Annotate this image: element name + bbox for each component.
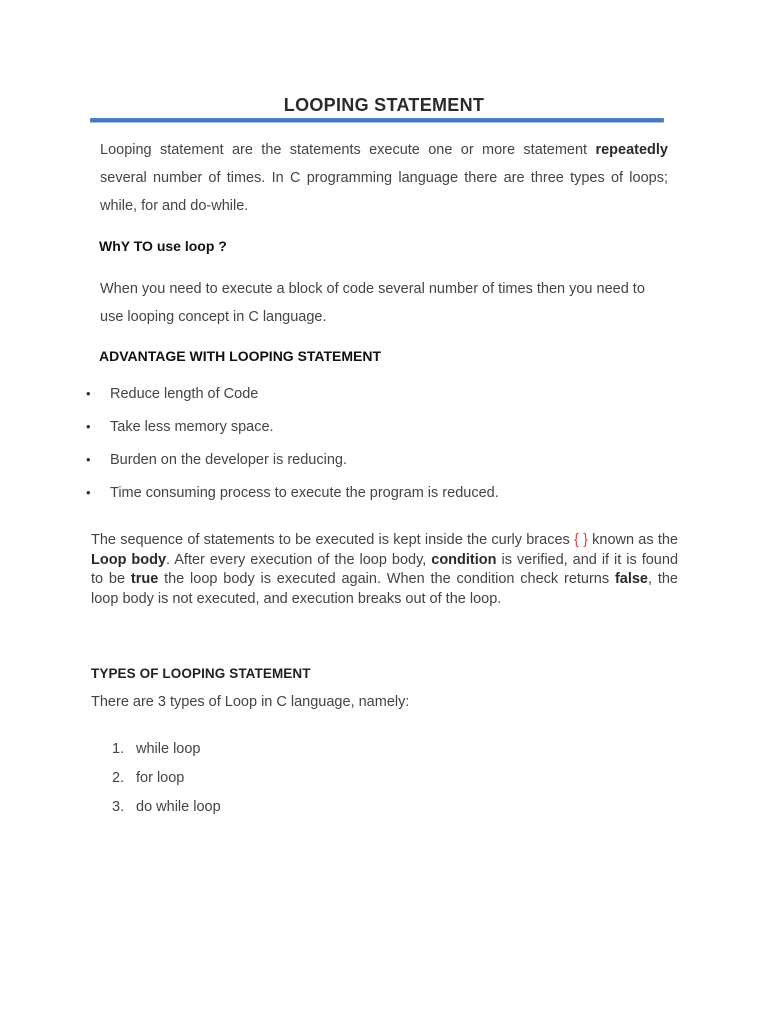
bullet-icon: •: [86, 419, 91, 434]
advantage-heading: ADVANTAGE WITH LOOPING STATEMENT: [99, 348, 382, 364]
list-number: 3.: [112, 799, 125, 815]
true-term: true: [130, 571, 159, 587]
list-item-label: while loop: [136, 741, 201, 757]
list-item: [112, 741, 221, 770]
advantage-list: [84, 384, 499, 516]
brace-open: {: [574, 532, 579, 548]
body-text: , the loop body is not executed, and execution breaks out of the loop.: [91, 571, 678, 607]
list-item-label: Burden on the developer is reducing.: [110, 452, 347, 468]
body-text: is verified, and if it is found to be: [91, 551, 679, 587]
list-item: [112, 799, 221, 828]
list-item: [112, 770, 221, 799]
false-term: false: [614, 571, 648, 587]
body-text: the loop body is executed again. When the condition check returns: [158, 571, 615, 587]
loop-body-paragraph: [91, 531, 678, 609]
types-intro: There are 3 types of Loop in C language, namely:: [91, 694, 410, 710]
list-item: [84, 483, 499, 516]
body-text: The sequence of statements to be executed is kept inside the curly braces: [91, 532, 574, 548]
bullet-icon: •: [86, 386, 91, 401]
loop-body-term: Loop body: [91, 551, 167, 568]
types-heading: TYPES OF LOOPING STATEMENT: [91, 666, 311, 681]
list-item-label: do while loop: [136, 799, 221, 815]
list-item: [84, 384, 499, 417]
intro-bold-word: repeatedly: [595, 142, 668, 158]
page-title: LOOPING STATEMENT: [283, 95, 485, 115]
condition-term: condition: [431, 551, 497, 568]
body-text: . After every execution of the loop body,: [166, 551, 432, 568]
brace-close: }: [583, 532, 588, 548]
why-heading: WhY TO use loop ?: [99, 238, 227, 254]
list-item-label: for loop: [136, 770, 185, 786]
list-number: 1.: [112, 741, 125, 757]
title-underline: [90, 118, 664, 122]
body-text: known as the: [587, 532, 678, 548]
intro-paragraph: [100, 136, 668, 220]
bullet-icon: •: [86, 452, 91, 467]
list-item: [84, 450, 499, 483]
intro-text-1: Looping statement are the statements execute one or more statement: [100, 142, 596, 158]
bullet-icon: •: [86, 485, 91, 500]
list-number: 2.: [112, 770, 125, 786]
list-item-label: Reduce length of Code: [110, 386, 259, 402]
list-item-label: Take less memory space.: [110, 419, 274, 435]
intro-text-2: several number of times. In C programming language there are three types of loops; while, for and do-while.: [100, 170, 668, 214]
why-paragraph: When you need to execute a block of code several number of times then you need to use looping concept in C language.: [100, 281, 645, 325]
types-list: [112, 741, 221, 828]
list-item: [84, 417, 499, 450]
list-item-label: Time consuming process to execute the program is reduced.: [110, 485, 499, 501]
